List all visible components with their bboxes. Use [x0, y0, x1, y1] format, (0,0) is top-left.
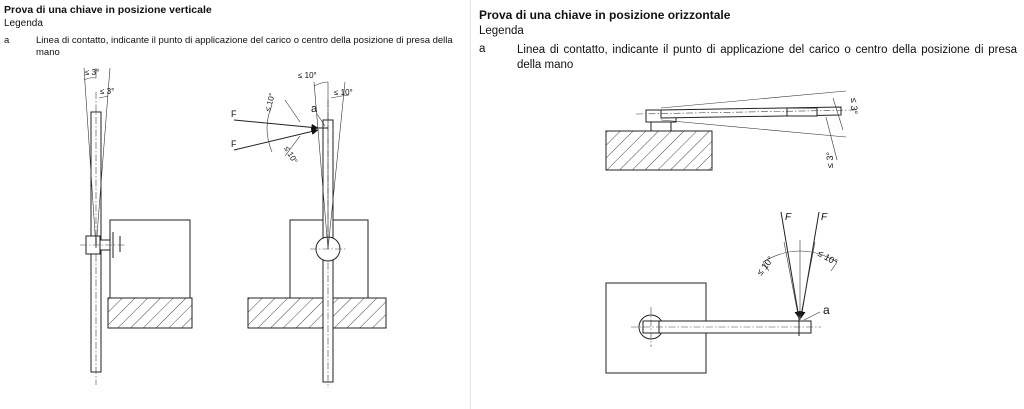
force-label: F [785, 212, 792, 223]
force-label: F [821, 212, 828, 223]
angle-left-label: ≤ 10° [754, 254, 776, 278]
force-label: F [231, 139, 237, 149]
vertical-test-diagram [0, 0, 462, 409]
vertical-test-panel [0, 0, 462, 409]
figure-front-view [231, 71, 386, 388]
panel-title: Prova di una chiave in posizione orizzontale [479, 8, 731, 22]
legend-key: a [479, 43, 486, 55]
figure-side-view [606, 91, 859, 170]
fixture-block [110, 220, 190, 298]
angle-outer-label: ≤ 3° [85, 68, 100, 77]
point-a-label: a [823, 303, 830, 317]
figure-side-view [80, 68, 192, 385]
angle-upper-label: ≤ 3° [849, 98, 859, 115]
figure-top-view [606, 212, 840, 373]
legend-heading: Legenda [479, 25, 524, 37]
angle-lower-label: ≤ 3° [825, 151, 835, 168]
horizontal-test-panel [470, 0, 1024, 409]
angle-right-label: ≤ 10° [816, 248, 840, 268]
angle-top-label: ≤ 10° [298, 71, 317, 80]
legend-text: Linea di contatto, indicante il punto di applicazione del carico o centro della posizione di presa della mano [36, 35, 453, 59]
horizontal-test-diagram [471, 0, 1024, 409]
angle-side-label: ≤ 10° [334, 88, 353, 97]
legend-heading: Legenda [4, 18, 43, 29]
panel-title: Prova di una chiave in posizione verticale [4, 4, 212, 16]
force-arrow [781, 212, 799, 318]
angle-up-label: ≤ 10° [263, 92, 277, 113]
angle-down-label: ≤ 10° [282, 144, 300, 166]
force-arrow [234, 130, 318, 150]
hatched-base [108, 298, 192, 328]
legend-key: a [4, 35, 10, 46]
legend-text: Linea di contatto, indicante il punto di applicazione del carico o centro della posizione di presa della mano [517, 44, 1017, 71]
force-arrow [234, 120, 318, 128]
hatched-base [248, 298, 386, 328]
point-a-label: a [311, 103, 318, 115]
angle-inner-label: ≤ 3° [100, 87, 115, 96]
force-label: F [231, 109, 237, 119]
hatched-base [606, 131, 712, 170]
